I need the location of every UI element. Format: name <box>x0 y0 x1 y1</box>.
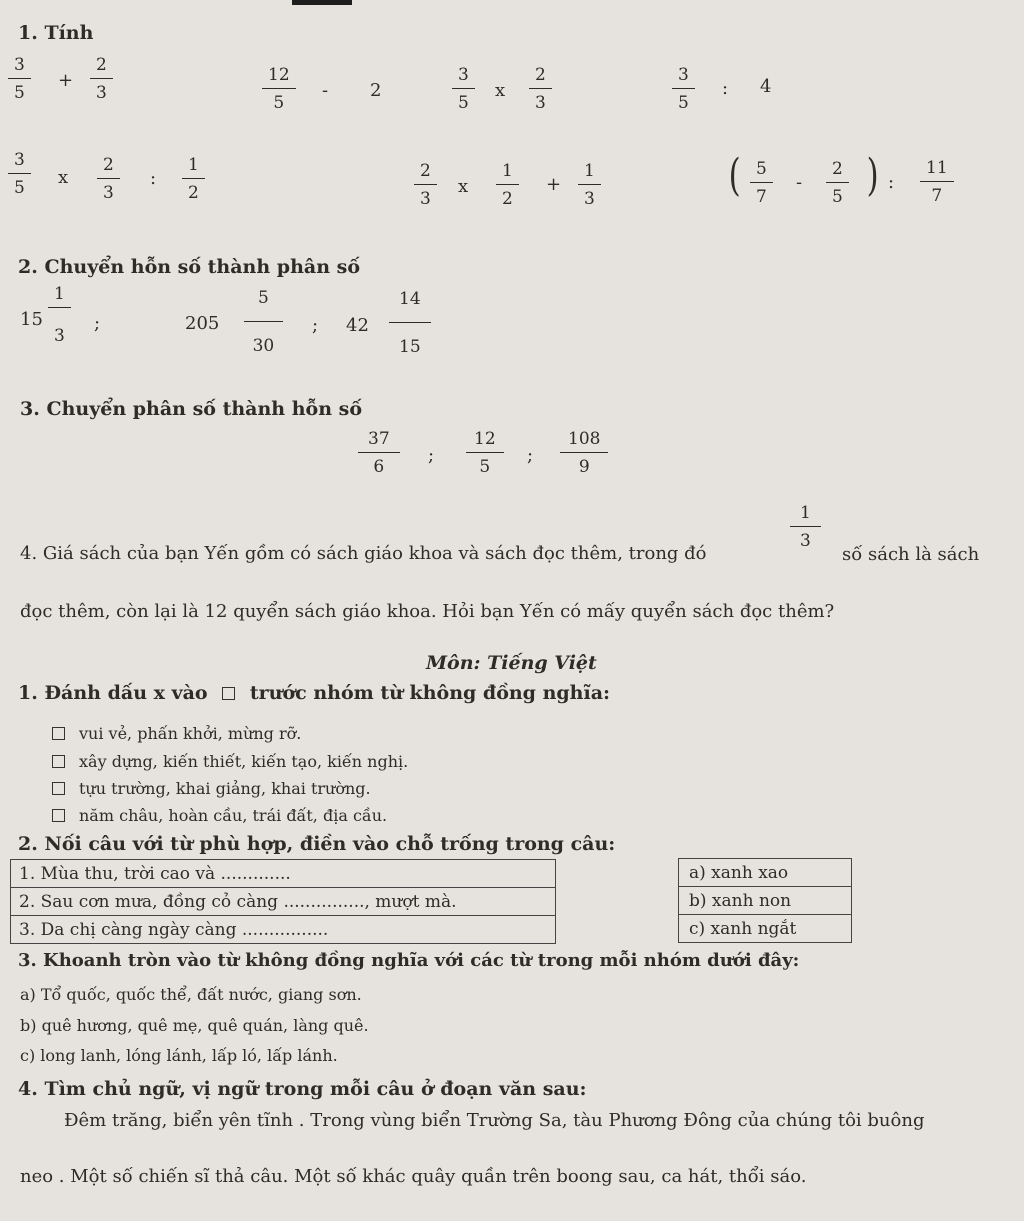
table-row <box>11 916 556 944</box>
list-item: vui vẻ, phấn khởi, mừng rỡ. <box>52 724 301 743</box>
close-parenthesis: ) <box>866 150 879 201</box>
viet-q1-title <box>18 682 610 704</box>
viet-q1-title-part2: trước nhóm từ không đồng nghĩa: <box>249 682 611 704</box>
fraction: $\frac{1}{2}$ <box>182 157 205 202</box>
table-row <box>11 860 556 888</box>
mixed-whole: 42 <box>346 315 369 336</box>
math-q3-title: 3. Chuyển phân số thành hỗn số <box>20 398 363 420</box>
sentence-cell: 1. Mùa thu, trời cao và ............. <box>11 860 556 888</box>
list-item: c) long lanh, lóng lánh, lấp ló, lấp lánh. <box>20 1046 338 1065</box>
fraction: $\frac{11}{7}$ <box>920 160 954 205</box>
open-parenthesis: ( <box>728 150 741 201</box>
table-row <box>679 915 852 943</box>
fraction: $\frac{1}{3}$ <box>790 505 821 550</box>
mixed-whole: 15 <box>20 309 43 330</box>
list-item: tựu trường, khai giảng, khai trường. <box>52 779 371 798</box>
checkbox[interactable] <box>52 727 65 740</box>
mixed-fraction: $\frac{5}{30}$ <box>244 290 283 355</box>
fraction: $\frac{2}{3}$ <box>414 163 437 208</box>
operator: : <box>722 78 729 99</box>
separator: ; <box>527 445 534 466</box>
viet-q4-title: 4. Tìm chủ ngữ, vị ngữ trong mỗi câu ở đoạn văn sau: <box>18 1078 587 1100</box>
checkbox[interactable] <box>52 755 65 768</box>
fraction: $\frac{2}{3}$ <box>97 157 120 202</box>
passage-line: neo . Một số chiến sĩ thả câu. Một số khác quây quần trên boong sau, ca hát, thổi sáo. <box>20 1166 807 1187</box>
separator: ; <box>312 315 319 336</box>
list-item: b) quê hương, quê mẹ, quê quán, làng quê. <box>20 1016 369 1035</box>
fraction: $\frac{108}{9}$ <box>560 431 608 476</box>
checkbox[interactable] <box>52 809 65 822</box>
table-row <box>11 888 556 916</box>
fill-in-table <box>10 859 556 944</box>
table-row <box>679 859 852 887</box>
math-q4-text-part1: 4. Giá sách của bạn Yến gồm có sách giáo khoa và sách đọc thêm, trong đó <box>20 543 707 564</box>
passage-line: Đêm trăng, biển yên tĩnh . Trong vùng biển Trường Sa, tàu Phương Đông của chúng tôi buông <box>64 1110 925 1131</box>
mixed-fraction: $\frac{14}{15}$ <box>389 291 431 356</box>
operator: x <box>458 176 469 197</box>
operator: : <box>150 168 157 189</box>
checkbox[interactable] <box>52 782 65 795</box>
mixed-fraction: $\frac{1}{3}$ <box>48 286 71 345</box>
math-q4-text-part2: số sách là sách <box>842 544 980 565</box>
fraction: $\frac{1}{3}$ <box>578 163 601 208</box>
option-cell: a) xanh xao <box>679 859 852 887</box>
operator: - <box>322 80 329 101</box>
fraction: $\frac{12}{5}$ <box>466 431 504 476</box>
math-q4-text-line2: đọc thêm, còn lại là 12 quyển sách giáo khoa. Hỏi bạn Yến có mấy quyển sách đọc thêm? <box>20 601 835 622</box>
fraction: $\frac{2}{5}$ <box>826 161 849 206</box>
list-item: xây dựng, kiến thiết, kiến tạo, kiến nghị. <box>52 752 408 771</box>
viet-q1-title-part1: 1. Đánh dấu x vào <box>18 682 208 704</box>
fraction: $\frac{5}{7}$ <box>750 161 773 206</box>
sentence-cell: 2. Sau cơn mưa, đồng cỏ càng ..............., mượt mà. <box>11 888 556 916</box>
fraction: $\frac{37}{6}$ <box>358 431 400 476</box>
subject-heading: Môn: Tiếng Việt <box>426 652 597 674</box>
whole-number: 2 <box>370 80 382 101</box>
operator: + <box>58 70 74 91</box>
checkbox-icon <box>222 687 235 700</box>
fraction: $\frac{3}{5}$ <box>8 57 31 102</box>
word-options-table <box>678 858 852 943</box>
mixed-whole: 205 <box>185 313 220 334</box>
operator: : <box>888 172 895 193</box>
math-q2-title: 2. Chuyển hỗn số thành phân số <box>18 256 361 278</box>
list-item: a) Tổ quốc, quốc thể, đất nước, giang sơn. <box>20 985 362 1004</box>
fraction: $\frac{3}{5}$ <box>672 67 695 112</box>
fraction: $\frac{1}{2}$ <box>496 163 519 208</box>
table-row <box>679 887 852 915</box>
operator: - <box>796 172 803 193</box>
operator: x <box>58 167 69 188</box>
fraction: $\frac{2}{3}$ <box>90 57 113 102</box>
whole-number: 4 <box>760 76 772 97</box>
viet-q2-title: 2. Nối câu với từ phù hợp, điền vào chỗ trống trong câu: <box>18 833 616 855</box>
option-cell: b) xanh non <box>679 887 852 915</box>
fraction: $\frac{12}{5}$ <box>262 67 296 112</box>
sentence-cell: 3. Da chị càng ngày càng ................ <box>11 916 556 944</box>
separator: ; <box>94 313 101 334</box>
viet-q3-title: 3. Khoanh tròn vào từ không đồng nghĩa với các từ trong mỗi nhóm dưới đây: <box>18 950 800 971</box>
list-item: năm châu, hoàn cầu, trái đất, địa cầu. <box>52 806 387 825</box>
separator: ; <box>428 445 435 466</box>
math-q1-title: 1. Tính <box>18 22 94 44</box>
top-edge-mark <box>292 0 352 5</box>
operator: x <box>495 80 506 101</box>
fraction: $\frac{2}{3}$ <box>529 67 552 112</box>
option-cell: c) xanh ngắt <box>679 915 852 943</box>
fraction: $\frac{3}{5}$ <box>8 152 31 197</box>
fraction: $\frac{3}{5}$ <box>452 67 475 112</box>
operator: + <box>546 174 562 195</box>
